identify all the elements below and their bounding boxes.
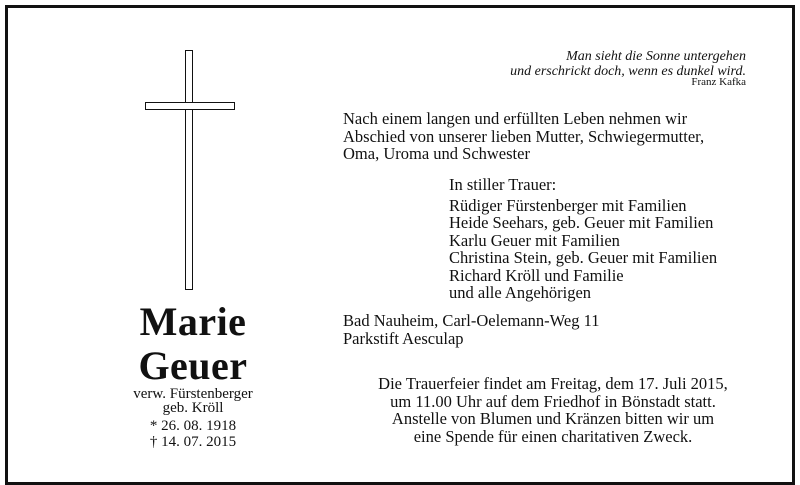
birth-date: * 26. 08. 1918	[149, 418, 237, 434]
address-block	[343, 312, 599, 347]
death-date: † 14. 07. 2015	[149, 434, 237, 450]
intro-line-2: Abschied von unserer lieben Mutter, Schwiegermutter,	[343, 126, 705, 146]
quote-author: Franz Kafka	[691, 76, 746, 88]
funeral-line-1: Die Trauerfeier findet am Freitag, dem 17. Juli 2015,	[378, 374, 728, 393]
quote-line-1: Man sieht die Sonne untergehen	[566, 49, 746, 64]
deceased-former-name: verw. Fürstenberger	[133, 386, 253, 402]
intro-text	[343, 110, 704, 163]
funeral-line-4: eine Spende für einen charitativen Zweck.	[413, 426, 693, 446]
intro-line-3: Oma, Uroma und Schwester	[343, 144, 530, 163]
funeral-line-2: um 11.00 Uhr auf dem Friedhof in Bönstadt statt.	[390, 391, 716, 411]
mourner-name: Karlu Geuer mit Familien	[449, 230, 620, 250]
funeral-line-3: Anstelle von Blumen und Kränzen bitten wir um	[391, 409, 715, 428]
obituary-frame	[5, 5, 795, 485]
mourner-name: Richard Kröll und Familie	[449, 265, 624, 285]
mourner-name: Christina Stein, geb. Geuer mit Familien	[449, 248, 718, 267]
address-line-2: Parkstift Aesculap	[343, 328, 464, 348]
mourner-name: Heide Seehars, geb. Geuer mit Familien	[449, 213, 714, 232]
mourner-name: Rüdiger Fürstenberger mit Familien	[449, 195, 687, 215]
deceased-last-name: Geuer	[138, 343, 248, 388]
funeral-notice	[343, 375, 763, 445]
mourners-heading: In stiller Trauer:	[449, 175, 557, 194]
quote-line-2: und erschrickt doch, wenn es dunkel wird.	[510, 64, 746, 79]
mourners-block	[449, 176, 717, 302]
intro-line-1: Nach einem langen und erfüllten Leben nehmen wir	[343, 109, 688, 128]
deceased-first-name: Marie	[139, 299, 247, 344]
address-line-1: Bad Nauheim, Carl-Oelemann-Weg 11	[343, 311, 600, 330]
cross-icon	[145, 50, 235, 290]
deceased-birth-name: geb. Kröll	[162, 400, 224, 416]
mourner-name: und alle Angehörigen	[449, 283, 592, 302]
kafka-quote	[510, 49, 746, 79]
